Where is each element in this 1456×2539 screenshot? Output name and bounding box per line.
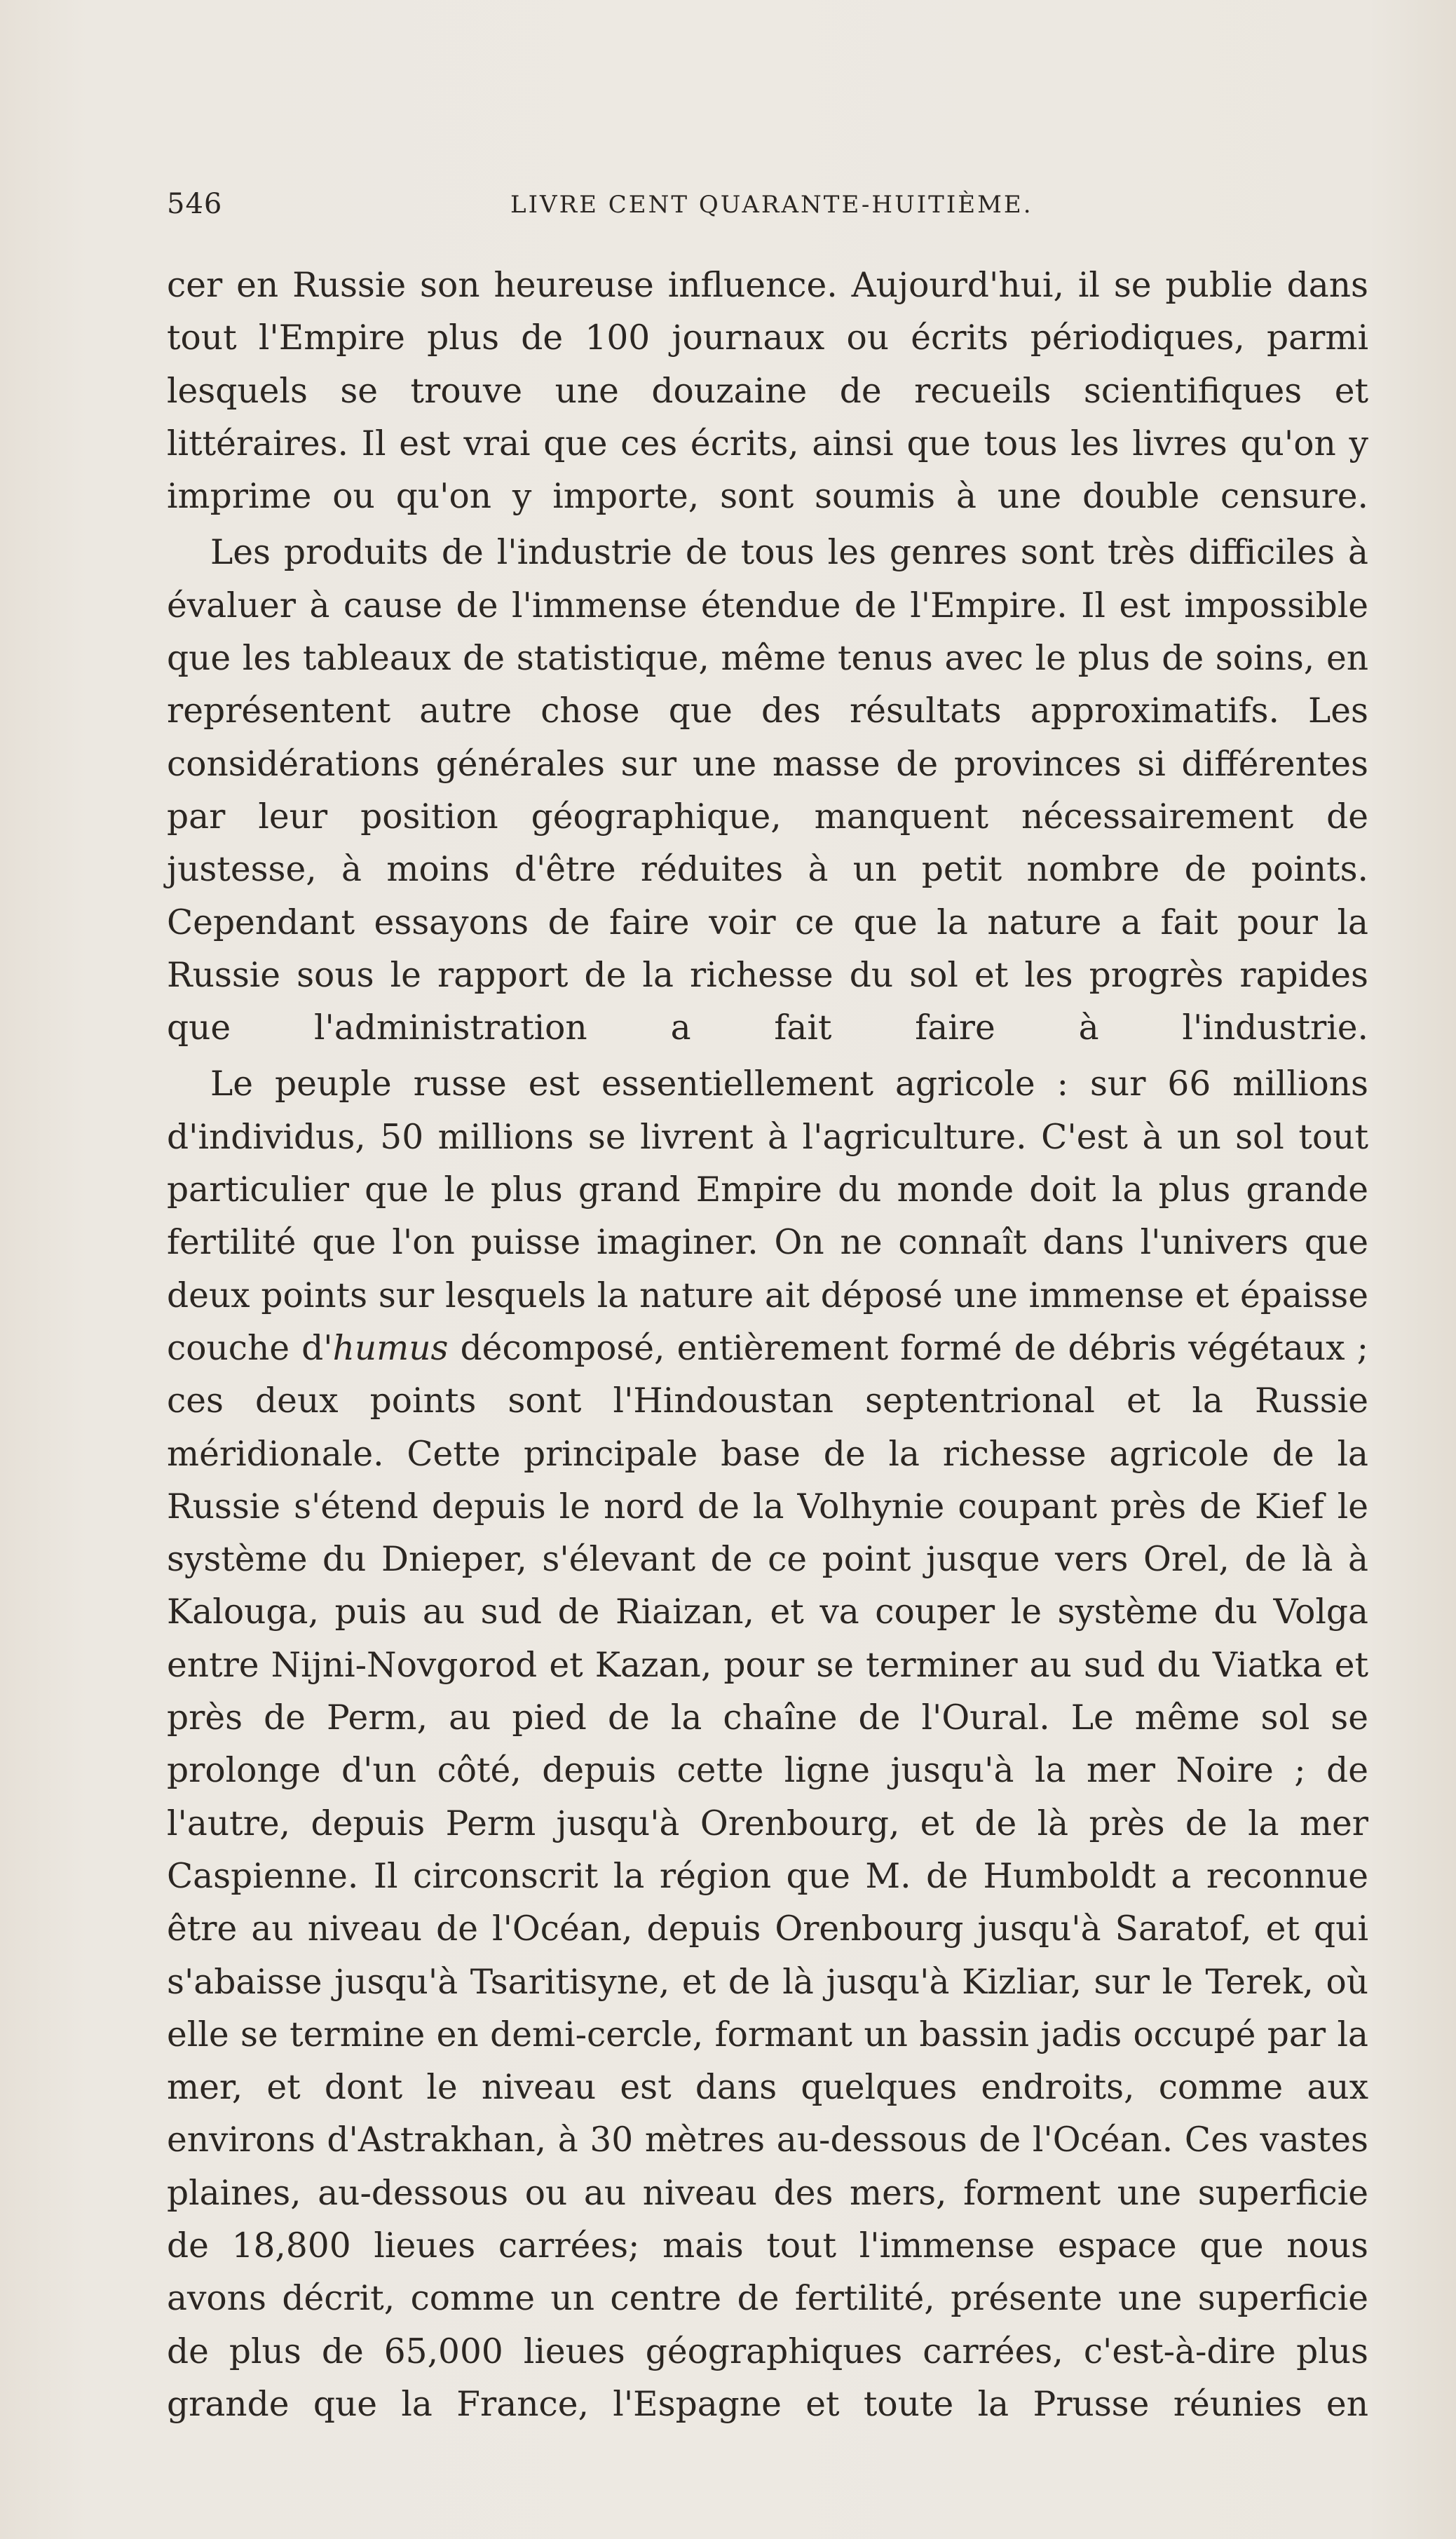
running-title: LIVRE CENT QUARANTE-HUITIÈME. — [510, 191, 1033, 219]
paragraph-3 — [167, 1058, 1368, 2431]
body-text — [167, 259, 1368, 2435]
paragraph-1: cer en Russie son heureuse influence. Aujourd'hui, il se publie dans tout l'Empire plus de 100 journaux ou écrits périodiques, parmi lesquels se trouve une douzaine de recueils scientifiques et littéraires. Il est vrai que ces écrits, ainsi que tous les livres qu'on y imprime ou qu'on y importe, sont soumis à une double censure. — [167, 266, 1368, 517]
page-header — [167, 188, 1246, 230]
page-number: 546 — [167, 188, 223, 220]
paragraph-2: Les produits de l'industrie de tous les genres sont très difficiles à évaluer à cause de l'immense étendue de l'Empire. Il est impossible que les tableaux de statistique, même tenus avec le plus de soins, en représentent autre chose que des résultats approximatifs. Les considérations générales sur une masse de provinces si différentes par leur position géographique, manquent nécessairement de justesse, à moins d'être réduites à un petit nombre de points. Cependant essayons de faire voir ce que la nature a fait pour la Russie sous le rapport de la richesse du sol et les progrès rapides que l'administration a fait faire à l'industrie. — [167, 533, 1368, 1048]
italic-term: humus — [332, 1328, 449, 1368]
paragraph-3-end: décomposé, entièrement formé de débris végétaux ; ces deux points sont l'Hindoustan septentrional et la Russie méridionale. Cette principale base de la richesse agricole de la Russie s'étend depuis le nord de la Volhynie coupant près de Kief le système du Dnieper, s'élevant de ce point jusque vers Orel, de là à Kalouga, puis au sud de Riaizan, et va couper le système du Volga entre Nijni-Novgorod et Kazan, pour se terminer au sud du Viatka et près de Perm, au pied de la chaîne de l'Oural. Le même sol se prolonge d'un côté, depuis cette ligne jusqu'à la mer Noire ; de l'autre, depuis Perm jusqu'à Orenbourg, et de là près de la mer Caspienne. Il circonscrit la région que M. de Humboldt a reconnue être au niveau de l'Océan, depuis Orenbourg jusqu'à Saratof, et qui s'abaisse jusqu'à Tsaritisyne, et de là jusqu'à Kizliar, sur le Terek, où elle se termine en demi-cercle, formant un bassin jadis occupé par la mer, et dont le niveau est dans quelques endroits, comme aux environs d'Astrakhan, à 30 mètres au-dessous de l'Océan. Ces vastes plaines, au-dessous ou au niveau des mers, forment une superficie de 18,800 lieues carrées; mais tout l'immense espace que nous avons décrit, comme un centre de fertilité, présente une superficie de plus de 65,000 lieues géographiques carrées, c'est-à-dire plus grande que la France, l'Espagne et toute la Prusse réunies en — [167, 1328, 1368, 2424]
paragraph-3-start: Le peuple russe est essentiellement agricole : sur 66 millions d'individus, 50 millions se livrent à l'agriculture. C'est à un sol tout particulier que le plus grand Empire du monde doit la plus grande fertilité que l'on puisse imaginer. On ne connaît dans l'univers que deux points sur lesquels la nature ait déposé une immense et épaisse couche d' — [167, 1064, 1368, 1368]
